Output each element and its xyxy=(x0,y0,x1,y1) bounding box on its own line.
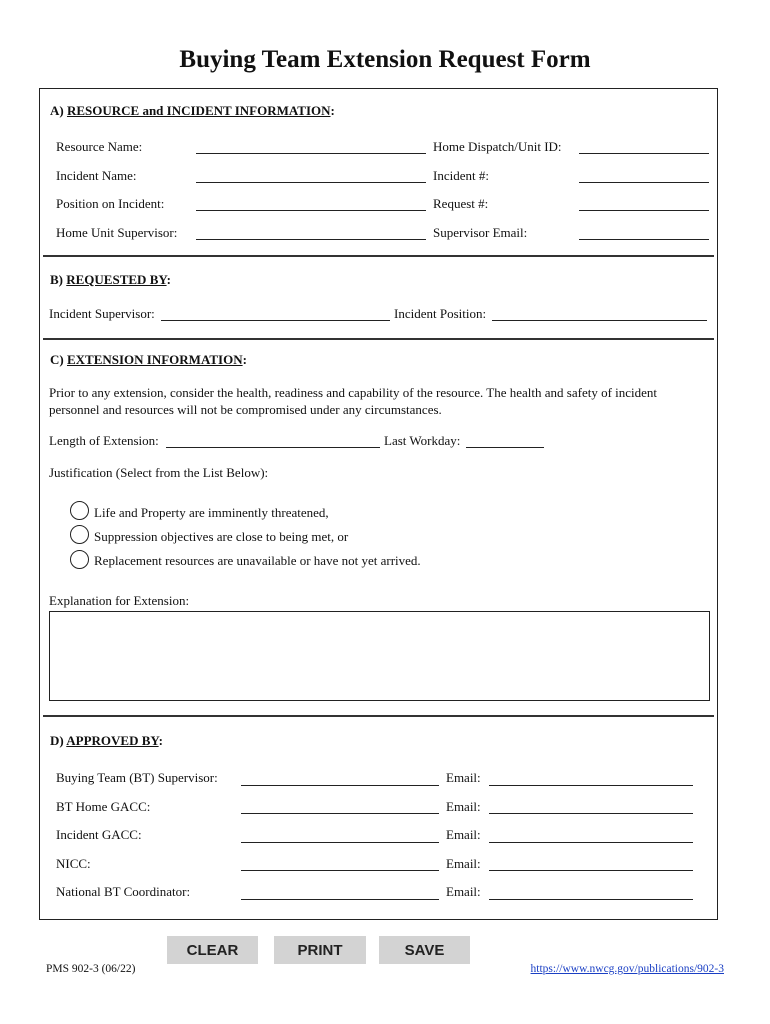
bt-supervisor-label: Buying Team (BT) Supervisor: xyxy=(56,770,218,785)
last-workday-label: Last Workday: xyxy=(384,433,461,448)
bt-supervisor-email-field[interactable] xyxy=(489,785,693,786)
home-unit-supervisor-label: Home Unit Supervisor: xyxy=(56,225,178,240)
nicc-email-field[interactable] xyxy=(489,870,693,871)
print-button[interactable]: PRINT xyxy=(274,936,366,964)
incident-number-label: Incident #: xyxy=(433,168,489,183)
incident-gacc-label: Incident GACC: xyxy=(56,827,142,842)
bt-supervisor-field[interactable] xyxy=(241,785,439,786)
email-label: Email: xyxy=(446,856,481,871)
explanation-label: Explanation for Extension: xyxy=(49,593,190,608)
nicc-label: NICC: xyxy=(56,856,91,871)
incident-number-field[interactable] xyxy=(579,182,709,183)
bt-home-gacc-email-field[interactable] xyxy=(489,813,693,814)
position-label: Position on Incident: xyxy=(56,196,165,211)
incident-name-field[interactable] xyxy=(196,182,426,183)
length-of-extension-label: Length of Extension: xyxy=(49,433,159,448)
home-unit-supervisor-field[interactable] xyxy=(196,239,426,240)
publication-link[interactable]: https://www.nwcg.gov/publications/902-3 xyxy=(530,963,724,975)
form-title: Buying Team Extension Request Form xyxy=(179,46,591,73)
radio-suppression-objectives[interactable] xyxy=(70,525,89,544)
resource-name-field[interactable] xyxy=(196,153,426,154)
incident-name-label: Incident Name: xyxy=(56,168,137,183)
clear-button[interactable]: CLEAR xyxy=(167,936,258,964)
supervisor-email-field[interactable] xyxy=(579,239,709,240)
radio-replacement-resources[interactable] xyxy=(70,550,89,569)
incident-supervisor-label: Incident Supervisor: xyxy=(49,306,155,321)
length-of-extension-field[interactable] xyxy=(166,447,380,448)
request-number-field[interactable] xyxy=(579,210,709,211)
incident-gacc-email-field[interactable] xyxy=(489,842,693,843)
save-button[interactable]: SAVE xyxy=(379,936,470,964)
email-label: Email: xyxy=(446,799,481,814)
section-d-heading: D) APPROVED BY: xyxy=(50,733,163,748)
national-bt-coordinator-field[interactable] xyxy=(241,899,439,900)
justification-label: Justification (Select from the List Below): xyxy=(49,465,269,480)
option-life-property: Life and Property are imminently threatened, xyxy=(94,505,329,520)
section-a-heading: A) RESOURCE and INCIDENT INFORMATION: xyxy=(50,103,335,118)
divider xyxy=(43,255,714,257)
bt-home-gacc-field[interactable] xyxy=(241,813,439,814)
extension-intro: Prior to any extension, consider the health, readiness and capability of the resource. The health and safety of incident personnel and resources will not be compromised under any circumstances. xyxy=(49,385,658,417)
email-label: Email: xyxy=(446,770,481,785)
option-suppression-objectives: Suppression objectives are close to being met, or xyxy=(94,529,349,544)
form-id: PMS 902-3 (06/22) xyxy=(46,963,136,975)
incident-position-label: Incident Position: xyxy=(394,306,487,321)
last-workday-field[interactable] xyxy=(466,447,544,448)
divider xyxy=(43,715,714,717)
radio-life-property[interactable] xyxy=(70,501,89,520)
supervisor-email-label: Supervisor Email: xyxy=(433,225,528,240)
email-label: Email: xyxy=(446,827,481,842)
national-bt-coordinator-label: National BT Coordinator: xyxy=(56,884,191,899)
form-frame xyxy=(39,88,718,920)
incident-position-field[interactable] xyxy=(492,320,707,321)
email-label: Email: xyxy=(446,884,481,899)
nicc-field[interactable] xyxy=(241,870,439,871)
option-replacement-resources: Replacement resources are unavailable or have not yet arrived. xyxy=(94,553,421,568)
section-b-heading: B) REQUESTED BY: xyxy=(50,272,171,287)
resource-name-label: Resource Name: xyxy=(56,139,143,154)
incident-gacc-field[interactable] xyxy=(241,842,439,843)
explanation-textarea[interactable] xyxy=(49,611,710,701)
request-number-label: Request #: xyxy=(433,196,489,211)
national-bt-coordinator-email-field[interactable] xyxy=(489,899,693,900)
incident-supervisor-field[interactable] xyxy=(161,320,390,321)
home-dispatch-field[interactable] xyxy=(579,153,709,154)
position-field[interactable] xyxy=(196,210,426,211)
bt-home-gacc-label: BT Home GACC: xyxy=(56,799,151,814)
home-dispatch-label: Home Dispatch/Unit ID: xyxy=(433,139,562,154)
section-c-heading: C) EXTENSION INFORMATION: xyxy=(50,352,247,367)
divider xyxy=(43,338,714,340)
